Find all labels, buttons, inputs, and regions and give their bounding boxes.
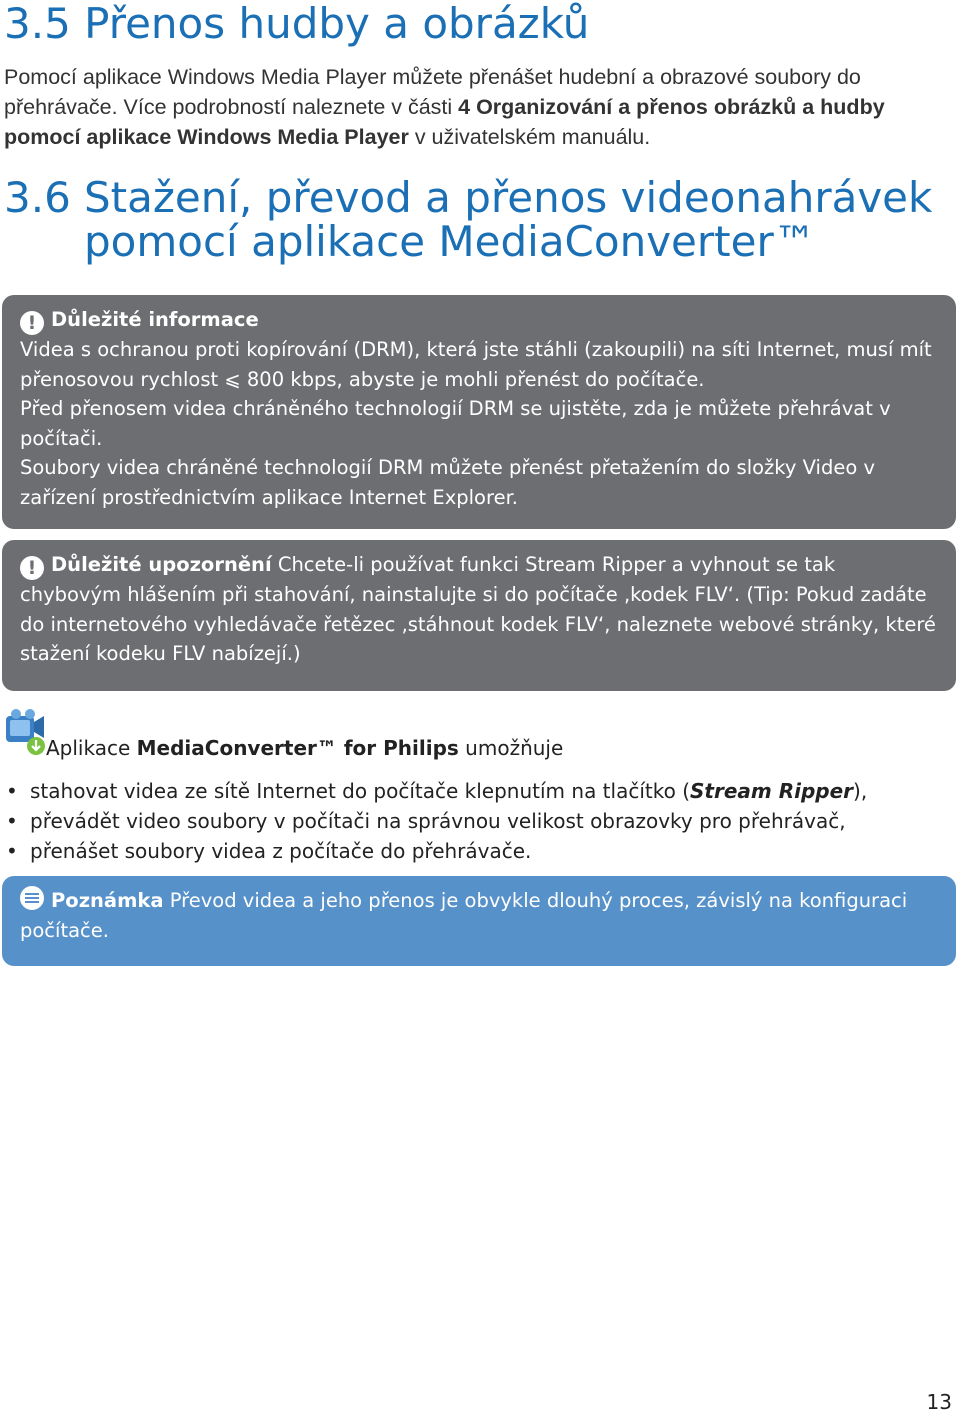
important-information-box (2, 295, 956, 529)
important-information-paragraph-3: Soubory videa chráněné technologií DRM můžete přenést přetažením do složky Video v zařízení prostřednictvím aplikace Internet Explorer. (20, 456, 876, 509)
bullet-dot: • (6, 839, 18, 863)
exclamation-icon: ! (20, 556, 44, 580)
section-3-5-intro (4, 62, 944, 152)
section-3-6-number: 3.6 (4, 173, 71, 222)
important-information-title-row (20, 305, 938, 335)
feature-list (4, 776, 944, 866)
important-warning-body: Chcete-li používat funkci Stream Ripper a vyhnout se tak chybovým hlášením při stahování, nainstalujte si do počítače ‚kodek FLV‘. (Tip: Pokud zadáte do internetového vyhledávače řetězec ‚stáhnout kodek FLV‘, naleznete webové stránky, které stažení kodeku FLV nabízejí.) (20, 553, 936, 666)
important-warning-title: Důležité upozornění (51, 553, 272, 576)
list-item-text-end: ), (853, 779, 868, 803)
list-item-text: přenášet soubory videa z počítače do přehrávače. (30, 839, 532, 863)
section-3-6-title-line1: Stažení, převod a přenos videonahrávek (84, 173, 933, 222)
app-intro-prefix: Aplikace (46, 736, 137, 760)
intro-text-part1: Pomocí aplikace Windows Media Player můžete přenášet hudební a obrazové soubory do přehrávače. Více podrobností naleznete v části (4, 65, 861, 119)
intro-text-part2: v uživatelském manuálu. (408, 125, 651, 149)
mediaconverter-app-icon (4, 708, 48, 756)
important-information-title: Důležité informace (51, 308, 259, 331)
stream-ripper-label: Stream Ripper (690, 779, 854, 803)
list-item (4, 836, 944, 866)
note-text (20, 886, 938, 945)
bullet-dot: • (6, 779, 18, 803)
bullet-dot: • (6, 809, 18, 833)
page-number: 13 (926, 1390, 952, 1414)
important-warning-box (2, 540, 956, 691)
important-information-paragraph-2: Před přenosem videa chráněného technologií DRM se ujistěte, zda je můžete přehrávat v počítači. (20, 397, 891, 450)
note-box (2, 876, 956, 966)
important-information-paragraph-1: Videa s ochranou proti kopírování (DRM), která jste stáhli (zakoupili) na síti Internet, musí mít přenosovou rychlost ⩽ 800 kbps, abyste je mohli přenést do počítače. (20, 338, 932, 391)
app-intro-suffix: umožňuje (458, 736, 564, 760)
note-icon (20, 886, 44, 910)
app-intro-text (46, 733, 563, 763)
intro-bold-reference: 4 Organizování a přenos obrázků a hudby pomocí aplikace Windows Media Player (4, 95, 885, 149)
section-3-6-title-line2: pomocí aplikace MediaConverter™ (84, 217, 816, 267)
important-warning-text (20, 550, 938, 669)
section-3-5-heading: 3.5 Přenos hudby a obrázků (4, 0, 590, 48)
list-item-text: stahovat videa ze sítě Internet do počítače klepnutím na tlačítko ( (30, 779, 690, 803)
list-item-text: převádět video soubory v počítači na správnou velikost obrazovky pro přehrávač, (30, 809, 846, 833)
note-title: Poznámka (51, 889, 164, 912)
app-name: MediaConverter™ for Philips (136, 736, 459, 760)
section-3-6-heading (4, 173, 933, 267)
list-item (4, 806, 944, 836)
note-body: Převod videa a jeho přenos je obvykle dlouhý proces, závislý na konfiguraci počítače. (20, 889, 908, 942)
app-intro-line (4, 708, 904, 762)
list-item (4, 776, 944, 806)
exclamation-icon: ! (20, 311, 44, 335)
